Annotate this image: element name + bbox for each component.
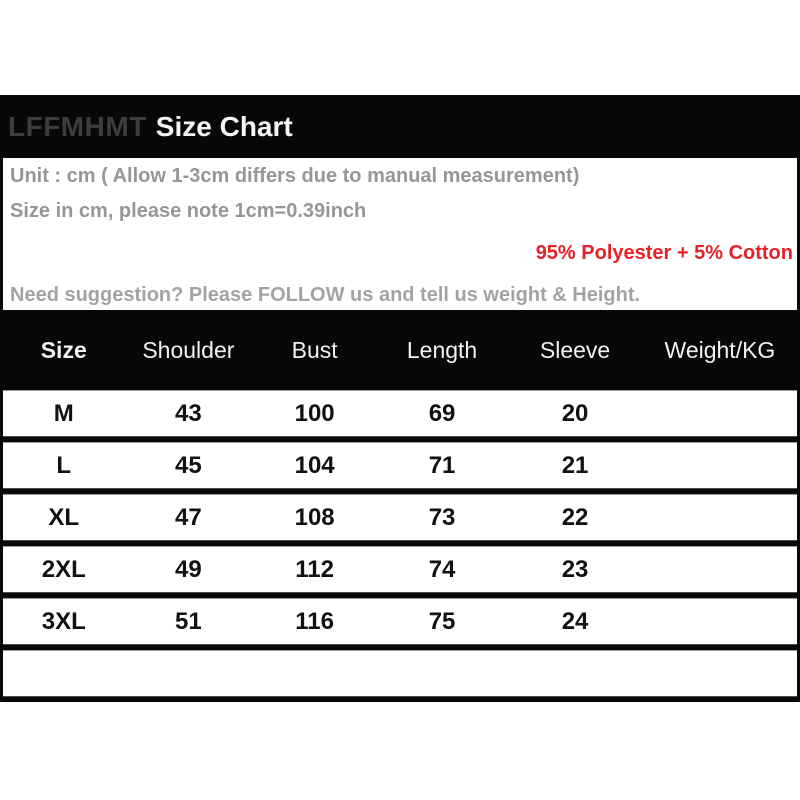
length-value: 74	[428, 555, 456, 583]
notes-panel	[3, 158, 797, 310]
size-value: XL	[48, 503, 80, 531]
size-chart-panel	[0, 95, 800, 702]
size-value: 3XL	[41, 607, 86, 635]
sleeve-value: 23	[561, 555, 589, 583]
column-header-bust: Bust	[291, 336, 338, 363]
size-value: 2XL	[41, 555, 86, 583]
size-conversion-note: Size in cm, please note 1cm=0.39inch	[10, 200, 367, 222]
material-note: 95% Polyester + 5% Cotton	[535, 242, 793, 264]
column-header-size: Size	[40, 336, 87, 363]
shoulder-value: 45	[175, 451, 202, 479]
length-value: 69	[428, 399, 456, 427]
shoulder-value: 49	[175, 555, 202, 583]
sleeve-value: 22	[561, 503, 589, 531]
shoulder-value: 47	[175, 503, 202, 531]
suggestion-note: Need suggestion? Please FOLLOW us and tell us weight & Height.	[10, 284, 641, 306]
table-header-row	[0, 310, 800, 390]
column-header-length: Length	[406, 336, 478, 363]
column-header-weight: Weight/KG	[664, 336, 776, 363]
length-value: 73	[428, 503, 456, 531]
sleeve-value: 21	[561, 451, 589, 479]
title-bar	[0, 95, 800, 158]
size-value: M	[53, 399, 74, 427]
sleeve-value: 24	[561, 607, 589, 635]
table-row-empty	[3, 650, 797, 697]
page-title: Size Chart	[155, 110, 293, 142]
column-header-shoulder: Shoulder	[142, 336, 235, 363]
shoulder-value: 51	[175, 607, 202, 635]
bust-value: 116	[295, 607, 334, 635]
table-row-2xl	[3, 546, 797, 593]
table-row-xl	[3, 494, 797, 541]
table-row-3xl	[3, 598, 797, 645]
sleeve-value: 20	[561, 399, 589, 427]
brand-name: LFFMHMT	[8, 110, 147, 142]
bust-value: 104	[294, 451, 335, 479]
table-row-l	[3, 442, 797, 489]
shoulder-value: 43	[175, 399, 202, 427]
column-header-sleeve: Sleeve	[539, 336, 611, 363]
length-value: 75	[428, 607, 456, 635]
unit-note: Unit : cm ( Allow 1-3cm differs due to manual measurement)	[10, 165, 580, 187]
table-row-m	[3, 390, 797, 437]
size-value: L	[56, 451, 72, 479]
bust-value: 100	[294, 399, 335, 427]
bust-value: 108	[294, 503, 335, 531]
length-value: 71	[428, 451, 456, 479]
bust-value: 112	[295, 555, 334, 583]
